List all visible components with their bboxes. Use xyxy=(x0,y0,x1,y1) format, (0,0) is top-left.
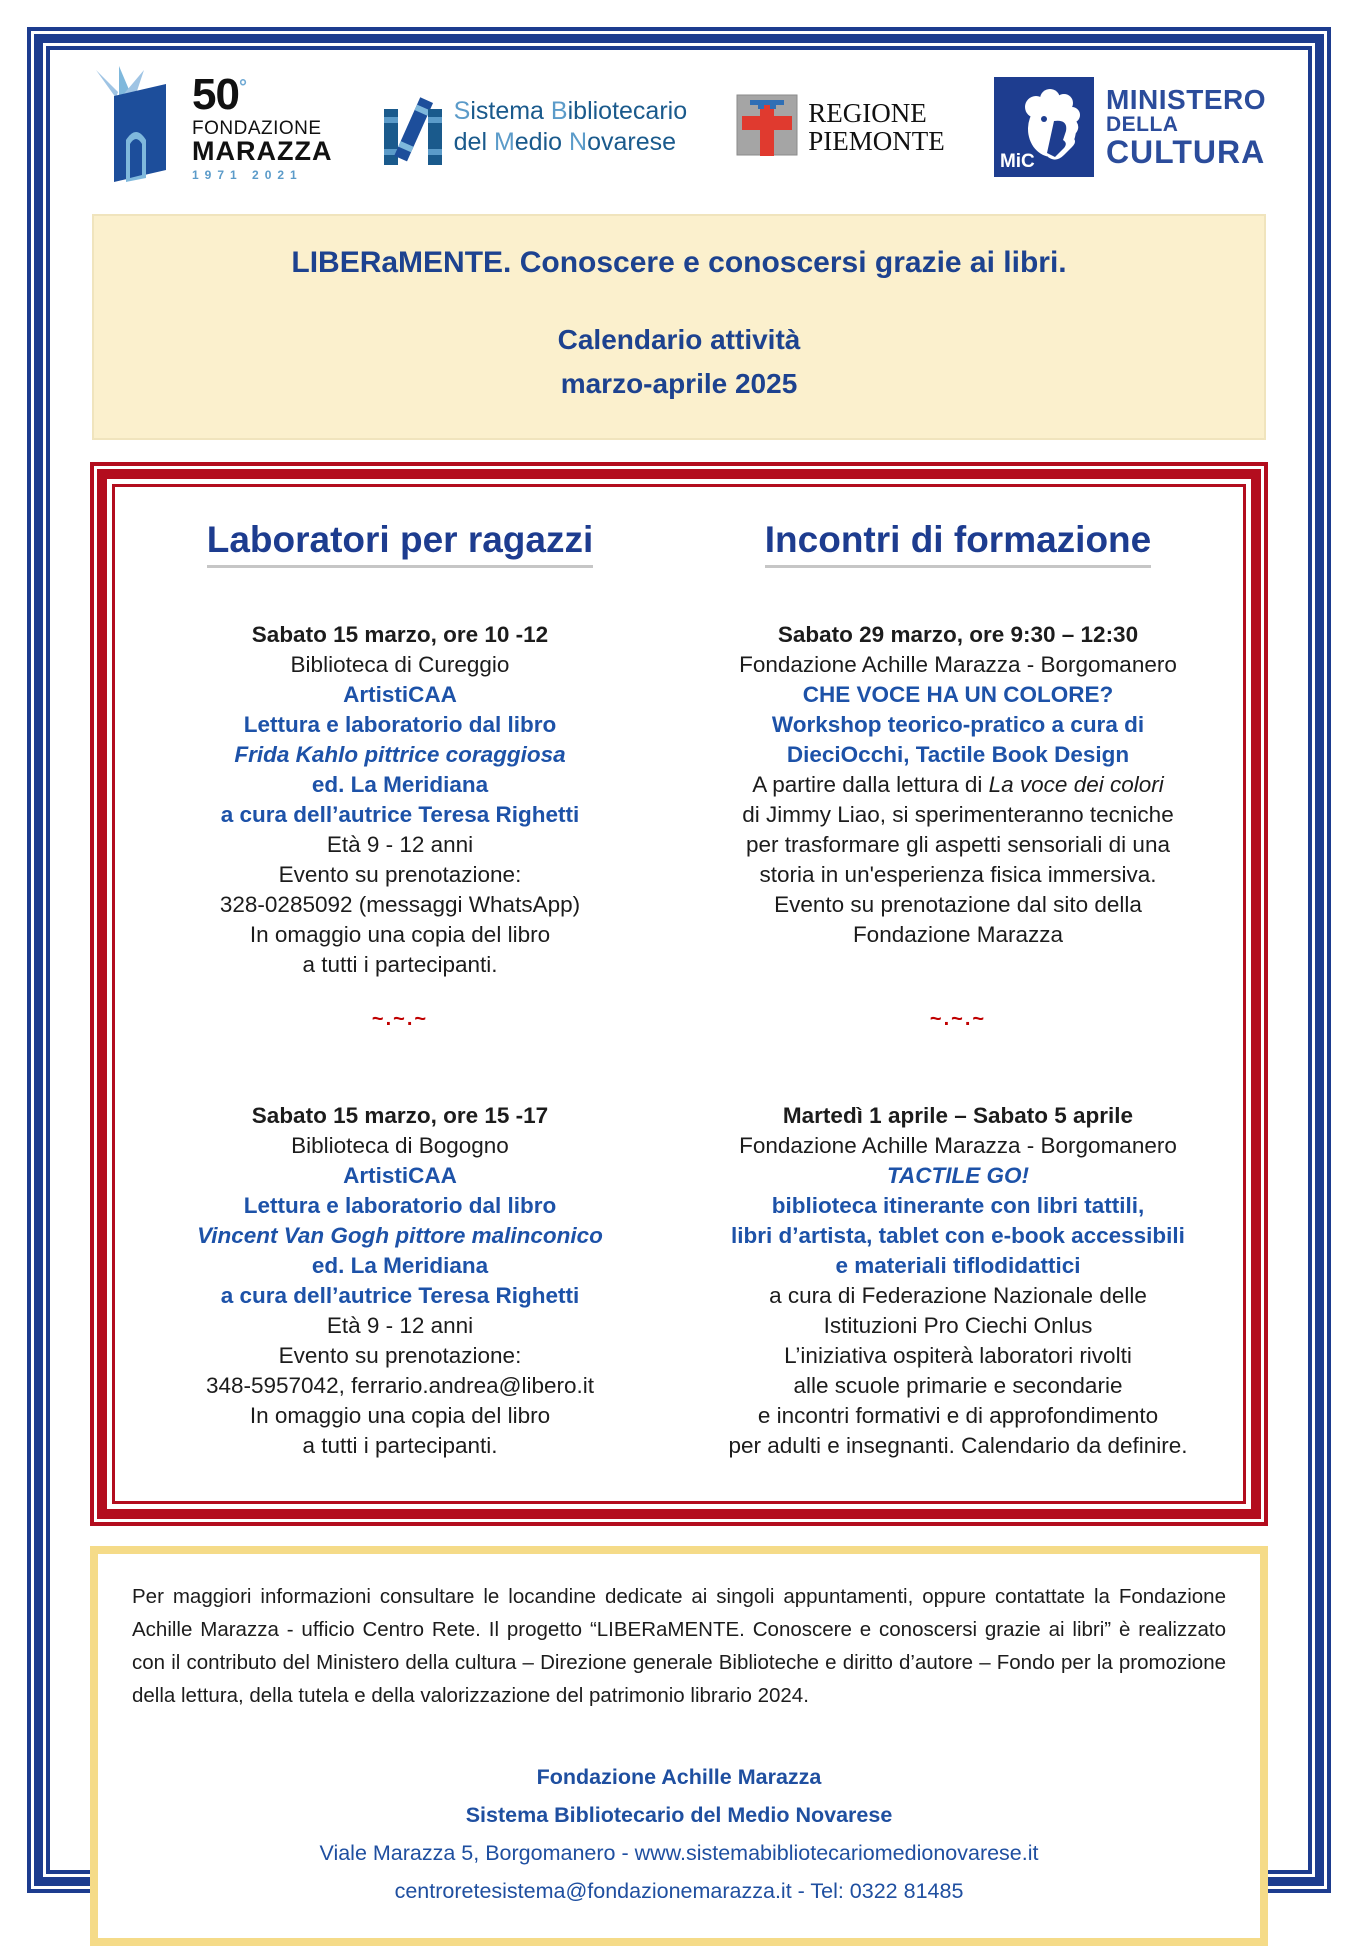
page-frame-mid xyxy=(34,34,1324,1903)
marazza-anniversary: 50° xyxy=(192,70,246,119)
marazza-book-icon xyxy=(92,66,184,189)
regione-piemonte-crest-icon xyxy=(736,94,798,161)
logos-row xyxy=(92,66,1266,188)
event-cell: Sabato 15 marzo, ore 15 -17 Biblioteca di Bogogno ArtistiCAA Lettura e laboratorio dal libro Vincent Van Gogh pittore malinconico ed. La Meridiana a cura dell’autrice Teresa Righetti Età 9 - 12 anni Evento su prenotazione: 348-5957042, ferrario.andrea@libero.it In omaggio una copia del libro a tutti i partecipanti. xyxy=(197,1103,603,1458)
events-box xyxy=(90,462,1268,1526)
contact-line: centroretesistema@fondazionemarazza.it - Tel: 0322 81485 xyxy=(394,1879,964,1903)
regione-name-line2: PIEMONTE xyxy=(808,126,945,156)
ministero-name-line3: CULTURA xyxy=(1105,133,1266,170)
footer-contact xyxy=(132,1758,1226,1910)
event-series-title: LIBERaMENTE. Conoscere e conoscersi grazie ai libri. xyxy=(291,246,1067,279)
logo-fondazione-marazza xyxy=(92,66,332,189)
ministero-name-line1: MINISTERO xyxy=(1105,83,1266,115)
sistema-name-line1: Sistema Bibliotecario xyxy=(453,96,688,125)
logo-regione-piemonte xyxy=(736,94,945,161)
page-content xyxy=(50,50,1308,1903)
page-frame-inner xyxy=(46,46,1312,1903)
event-cell: Sabato 29 marzo, ore 9:30 – 12:30 Fondazione Achille Marazza - Borgomanero CHE VOCE HA UN COLORE? Workshop teorico-pratico a cura di DieciOcchi, Tactile Book Design A partire dalla lettura di La voce dei colori di Jimmy Liao, si sperimenteranno tecniche per trasformare gli aspetti sensoriali di una storia in un'esperienza fisica immersiva. Evento su prenotazione dal sito della Fondazione Marazza xyxy=(739,622,1177,947)
mic-head-icon xyxy=(994,77,1094,177)
title-box xyxy=(92,214,1266,440)
column-header-right: Incontri di formazione xyxy=(679,519,1237,568)
event-separator: ~.~.~ xyxy=(371,1008,429,1030)
event-cell: Martedì 1 aprile – Sabato 5 aprile Fondazione Achille Marazza - Borgomanero TACTILE GO! biblioteca itinerante con libri tattili, libri d’artista, tablet con e-book accessibili e materiali tiflodidattici a cura di Federazione Nazionale delle Istituzioni Pro Ciechi Onlus L’iniziativa ospiterà laboratori rivolti alle scuole primarie e secondarie e incontri formativi e di approfondimento per adulti e insegnanti. Calendario da definire. xyxy=(728,1103,1188,1458)
marazza-org-line2: MARAZZA xyxy=(192,136,333,166)
sistema-books-icon xyxy=(382,83,444,172)
calendar-period: marzo-aprile 2025 xyxy=(560,368,798,399)
marazza-org-line1: FONDAZIONE xyxy=(192,118,322,139)
footer-box xyxy=(90,1546,1268,1946)
event-cell: Sabato 15 marzo, ore 10 -12 Biblioteca di Cureggio ArtistiCAA Lettura e laboratorio dal libro Frida Kahlo pittrice coraggiosa ed. La Meridiana a cura dell’autrice Teresa Righetti Età 9 - 12 anni Evento su prenotazione: 328-0285092 (messaggi WhatsApp) In omaggio una copia del libro a tutti i partecipanti. xyxy=(219,622,581,977)
contact-line: Sistema Bibliotecario del Medio Novarese xyxy=(465,1803,893,1827)
title-spacer xyxy=(110,280,1248,318)
ministero-name-line2: DELLA xyxy=(1105,113,1179,137)
contact-line: Fondazione Achille Marazza xyxy=(536,1765,822,1789)
events-grid xyxy=(115,487,1243,1501)
logo-sistema-bibliotecario xyxy=(382,83,687,172)
logo-ministero-cultura xyxy=(994,77,1266,177)
event-separator: ~.~.~ xyxy=(929,1008,987,1030)
footer-paragraph: Per maggiori informazioni consultare le locandine dedicate ai singoli appuntamenti, oppure contattate la Fondazione Achille Marazza - ufficio Centro Rete. Il progetto “LIBERaMENTE. Conoscere e conoscersi grazie ai libri” è realizzato con il contributo del Ministero della cultura – Direzione generale Biblioteche e diritto d’autore – Fondo per la promozione della lettura, della tutela e della valorizzazione del patrimonio librario 2024. xyxy=(132,1585,1226,1707)
calendar-subtitle: Calendario attività xyxy=(557,324,801,355)
mic-badge-label: MiC xyxy=(999,151,1035,172)
regione-name-line1: REGIONE xyxy=(808,97,927,128)
contact-line: Viale Marazza 5, Borgomanero - www.sistemabibliotecariomedionovarese.it xyxy=(319,1841,1039,1865)
marazza-years: 1971 2021 xyxy=(192,168,303,182)
column-header-left: Laboratori per ragazzi xyxy=(121,519,679,568)
sistema-name-line2: del Medio Novarese xyxy=(453,128,677,156)
page-frame xyxy=(27,27,1331,1903)
